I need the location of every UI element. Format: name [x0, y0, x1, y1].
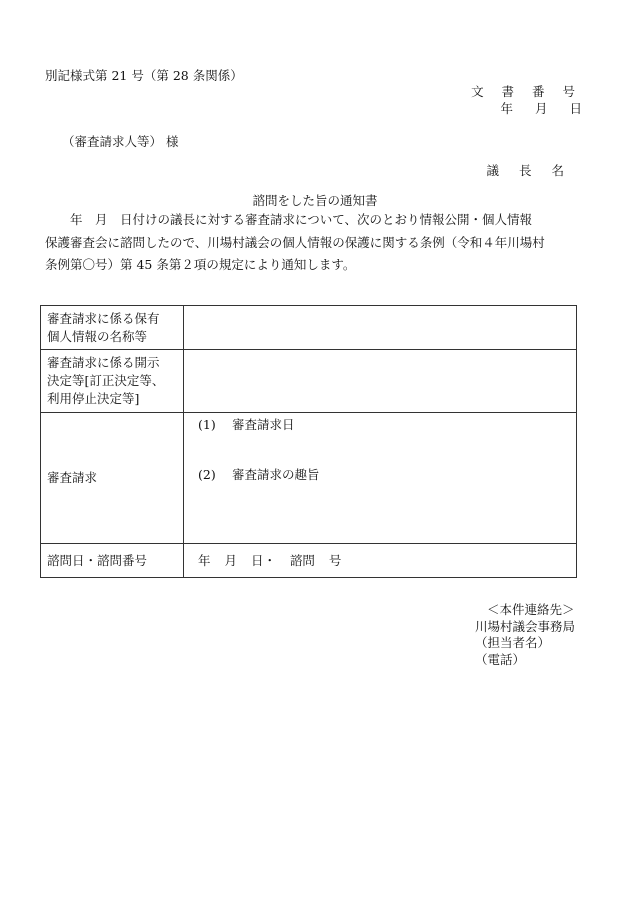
contact-office: 川場村議会事務局 — [475, 618, 576, 634]
request-purpose-number: (2) — [198, 467, 216, 482]
consultation-label: 諮問日・諮問番号 — [41, 544, 184, 578]
held-info-label-line-2: 個人情報の名称等 — [47, 328, 148, 344]
body-line-3: 条例第〇号）第 45 条第２項の規定により通知します。 — [45, 257, 356, 272]
table-row-decision — [41, 350, 577, 413]
decision-label-line-2: 決定等[訂正決定等、 — [47, 373, 165, 388]
document-date: 年 月 日 — [500, 101, 582, 116]
consultation-value: 年 月 日・ 諮問 号 — [184, 544, 577, 578]
held-info-value — [184, 306, 577, 350]
request-purpose-item — [198, 466, 570, 484]
contact-block — [475, 602, 575, 668]
decision-label — [41, 350, 184, 413]
document-title: 諮問をした旨の通知書 — [252, 193, 378, 208]
info-table — [40, 305, 577, 578]
request-date-number: (1) — [198, 417, 216, 432]
request-date-item — [198, 416, 570, 434]
request-label: 審査請求 — [41, 413, 184, 544]
body-line-2: 保護審査会に諮問したので、川場村議会の個人情報の保護に関する条例（令和４年川場村 — [45, 234, 545, 250]
document-number: 文 書 番 号 — [471, 84, 582, 99]
held-info-label-line-1: 審査請求に係る保有 — [47, 310, 160, 326]
form-number: 別記様式第 21 号（第 28 条関係） — [45, 68, 243, 83]
body-line-1: 年 月 日付けの議長に対する審査請求について、次のとおり情報公開・個人情報 — [70, 212, 533, 227]
table-row-consultation — [41, 544, 577, 578]
table-row-held-info — [41, 306, 577, 350]
contact-heading: ＜本件連絡先＞ — [487, 602, 575, 617]
request-value — [184, 413, 577, 544]
body-text — [45, 209, 585, 277]
held-info-label — [41, 306, 184, 350]
contact-person: （担当者名） — [475, 635, 551, 650]
decision-value — [184, 350, 577, 413]
request-date-text: 審査請求日 — [232, 417, 295, 432]
sender-name: 議 長 名 — [486, 163, 572, 178]
table-row-request — [41, 413, 577, 544]
contact-phone: （電話） — [475, 651, 526, 667]
decision-label-line-3: 利用停止決定等] — [47, 391, 140, 406]
request-purpose-text: 審査請求の趣旨 — [232, 467, 320, 482]
decision-label-line-1: 審査請求に係る開示 — [47, 355, 160, 370]
recipient: （審査請求人等） 様 — [62, 134, 179, 149]
